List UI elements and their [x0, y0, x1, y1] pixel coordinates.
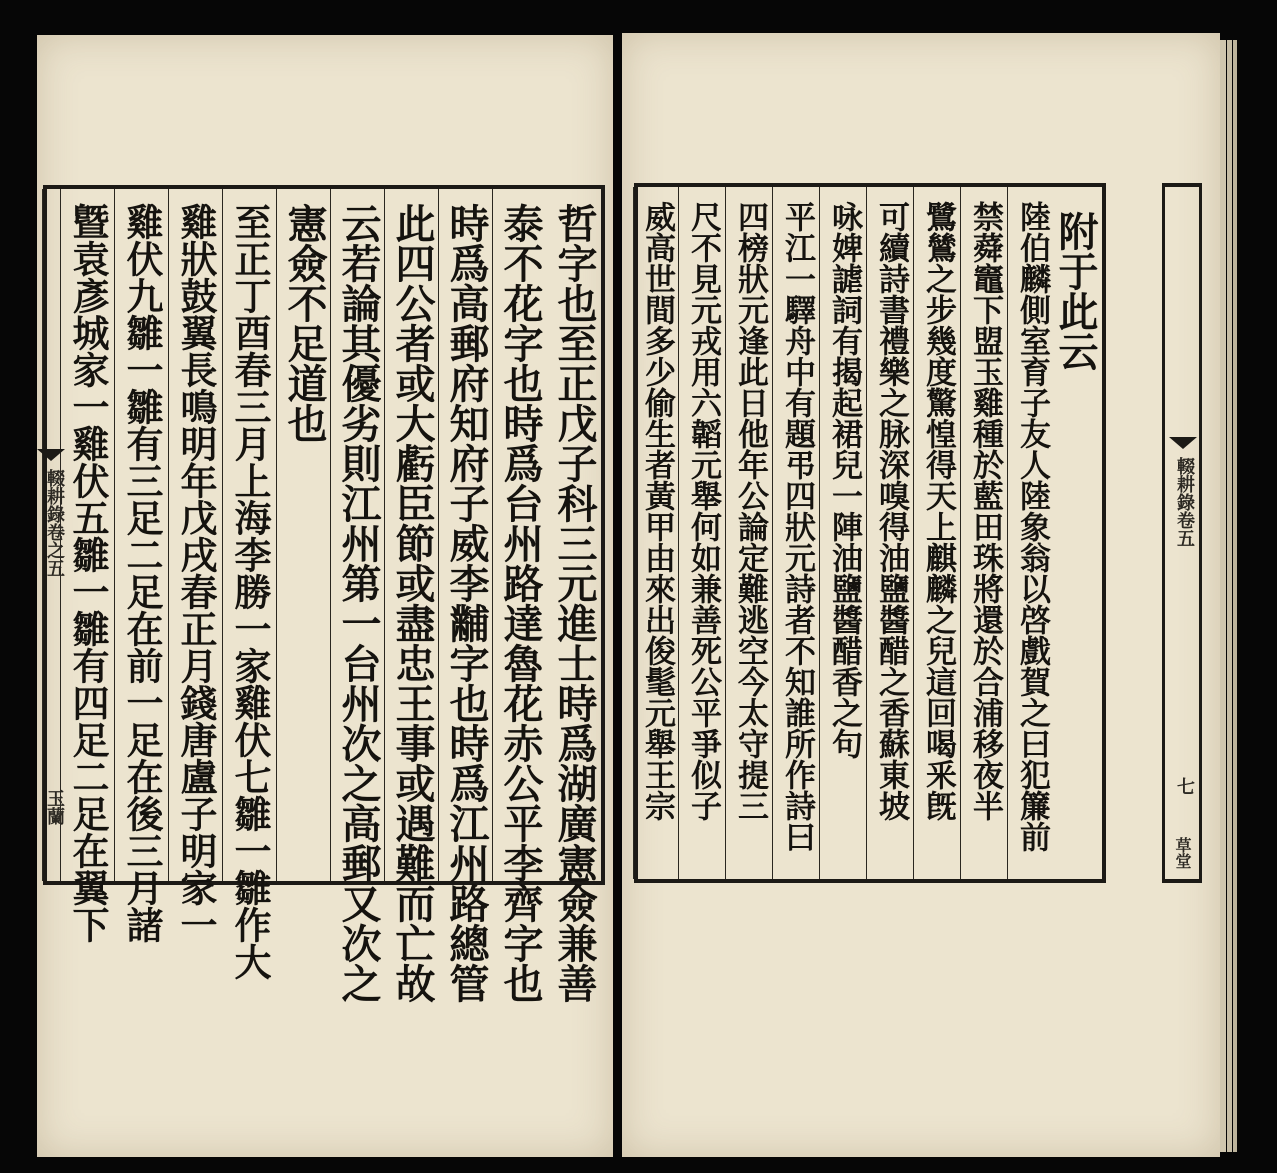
text-column — [772, 187, 820, 879]
text-column — [330, 189, 385, 1003]
fish-tail-mark — [1169, 437, 1197, 449]
text-column — [222, 189, 277, 980]
text-column — [438, 189, 493, 1003]
column-text: 泰不花字也時爲台州路達魯花赤公平李齊字也 — [497, 203, 544, 1003]
column-text: 平江一驛舟中有題弔四狀元詩者不知誰所作詩曰 — [779, 201, 815, 852]
text-column — [725, 187, 773, 879]
right-gutter — [1162, 183, 1202, 883]
gutter-column — [42, 189, 65, 881]
column-text: 尺不見元戎用六韜元舉何如兼善死公平爭似子 — [685, 201, 721, 821]
text-column — [678, 187, 726, 879]
left-page — [37, 35, 613, 1157]
column-text: 至正丁酉春三月上海李勝一家雞伏七雛一雛作大 — [228, 203, 272, 980]
text-column — [492, 189, 547, 1003]
text-column — [1048, 187, 1102, 879]
page-edge — [1227, 40, 1232, 1152]
text-column — [633, 187, 679, 879]
column-text: 可續詩書禮樂之脉深嗅得油鹽醬醋之香蘇東坡 — [873, 201, 909, 821]
column-text: 附于此云 — [1052, 211, 1099, 371]
page-edge — [1220, 40, 1226, 1152]
column-text: 雞伏九雛一雛有三足二足在前一足在後三月諸 — [120, 203, 164, 943]
column-text: 咏婢謔詞有揭起裙兒一陣油鹽醬醋香之句 — [826, 201, 862, 759]
column-text: 云若論其優劣則江州第一台州次之高郵又次之 — [335, 203, 382, 1003]
column-text: 此四公者或大虧臣節或盡忠王事或遇難而亡故 — [389, 203, 436, 1003]
left-text-frame — [43, 185, 605, 1003]
column-text: 鷺鷥之步幾度驚惶得天上麒麟之兒這回喝釆旣 — [920, 201, 956, 821]
column-text: 哲字也至正戊子科三元進士時爲湖廣憲僉兼善 — [551, 203, 598, 1003]
text-column — [276, 189, 331, 881]
text-column — [114, 189, 169, 943]
text-column — [547, 189, 601, 1003]
text-column — [866, 187, 914, 879]
column-text: 曁袁彥城家一雞伏五雛一雛有四足二足在翼下 — [66, 203, 110, 943]
text-column — [60, 189, 115, 943]
column-text: 雞狀鼓翼長鳴明年戊戌春正月錢唐盧子明家一 — [174, 203, 218, 943]
gutter-title: 輟耕錄卷之五 — [44, 469, 65, 577]
column-text: 禁蕣竈下盟玉雞種於藍田珠將還於合浦移夜半 — [967, 201, 1003, 821]
right-text-frame — [634, 183, 1106, 883]
text-column — [960, 187, 1008, 879]
gutter-title: 輟耕錄卷五 — [1174, 457, 1195, 547]
column-text: 憲僉不足道也 — [281, 203, 328, 443]
column-text: 四榜狀元逢此日他年公論定難逃空今太守提三 — [732, 201, 768, 821]
right-page — [622, 33, 1220, 1157]
gutter-mark: 玉蘭 — [44, 789, 65, 825]
column-text: 時爲高郵府知府子威李黼字也時爲江州路總管 — [443, 203, 490, 1003]
column-text: 陸伯麟側室育子友人陸象翁以啓戲賀之曰犯簾前 — [1014, 201, 1050, 852]
text-column — [1007, 187, 1055, 879]
gutter-mark: 草堂 — [1173, 837, 1192, 869]
gutter-page-number: 七 — [1174, 777, 1195, 795]
text-column — [819, 187, 867, 879]
text-column — [913, 187, 961, 879]
page-edge — [1233, 40, 1237, 1152]
text-column — [168, 189, 223, 943]
text-column — [384, 189, 439, 1003]
fish-tail-mark — [37, 449, 65, 461]
column-text: 威高世間多少偷生者黃甲由來出俊髦元舉王宗 — [639, 201, 675, 821]
